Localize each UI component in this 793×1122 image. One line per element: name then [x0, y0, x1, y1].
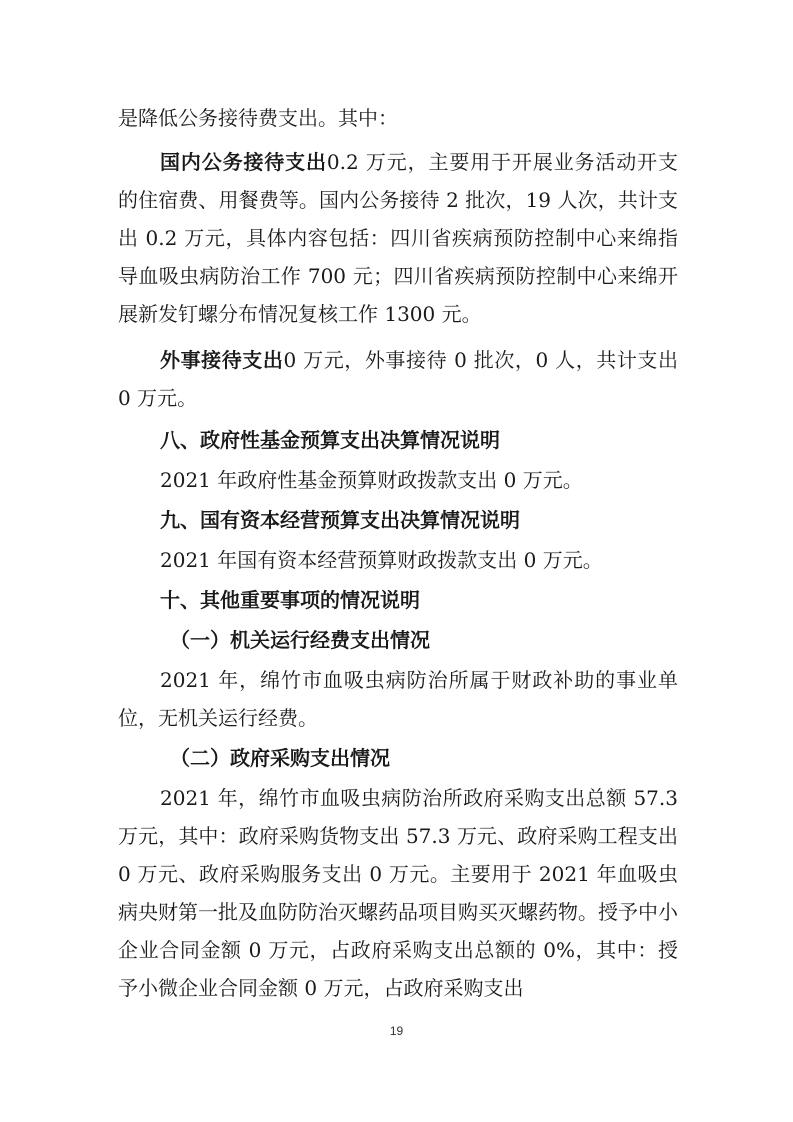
foreign-reception-heading: 外事接待支出 — [160, 348, 284, 372]
paragraph-foreign-reception — [118, 341, 678, 417]
domestic-reception-heading: 国内公务接待支出 — [160, 150, 327, 174]
section-heading-10: 十、其他重要事项的情况说明 — [160, 588, 420, 612]
paragraph-intro: 是降低公务接待费支出。其中： — [118, 106, 398, 130]
subsection-heading-10-1: （一）机关运行经费支出情况 — [170, 628, 430, 652]
subsection-heading-10-2: （二）政府采购支出情况 — [170, 746, 390, 770]
page-number: 19 — [389, 1024, 404, 1038]
paragraph-section-9: 2021 年国有资本经营预算财政拨款支出 0 万元。 — [160, 548, 603, 572]
paragraph-section-10-1: 2021 年，绵竹市血吸虫病防治所属于财政补助的事业单位，无机关运行经费。 — [118, 668, 678, 730]
paragraph-domestic-reception — [118, 143, 678, 333]
foreign-reception-text: 0 万元，外事接待 0 批次，0 人，共计支出 0 万元。 — [118, 348, 679, 410]
paragraph-section-8: 2021 年政府性基金预算财政拨款支出 0 万元。 — [160, 468, 583, 492]
domestic-reception-text: 0.2 万元，主要用于开展业务活动开支的住宿费、用餐费等。国内公务接待 2 批次，19 人次，共计支出 0.2 万元，具体内容包括：四川省疾病预防控制中心来绵指导血吸虫病防治工作 700 元；四川省疾病预防控制中心来绵开展新发钉螺分布情况复核工作 1300 元。 — [118, 150, 679, 326]
section-heading-9: 九、国有资本经营预算支出决算情况说明 — [160, 508, 520, 532]
paragraph-section-10-2: 2021 年，绵竹市血吸虫病防治所政府采购支出总额 57.3 万元，其中：政府采购货物支出 57.3 万元、政府采购工程支出 0 万元、政府采购服务支出 0 万元。主要用于 2021 年血吸虫病央财第一批及血防防治灭螺药品项目购买灭螺药物。授予中小企业合同金额 0 万元，占政府采购支出总额的 0%，其中：授予小微企业合同金额 0 万元，占政府采购支出 — [118, 786, 678, 1000]
section-heading-8: 八、政府性基金预算支出决算情况说明 — [160, 428, 500, 452]
